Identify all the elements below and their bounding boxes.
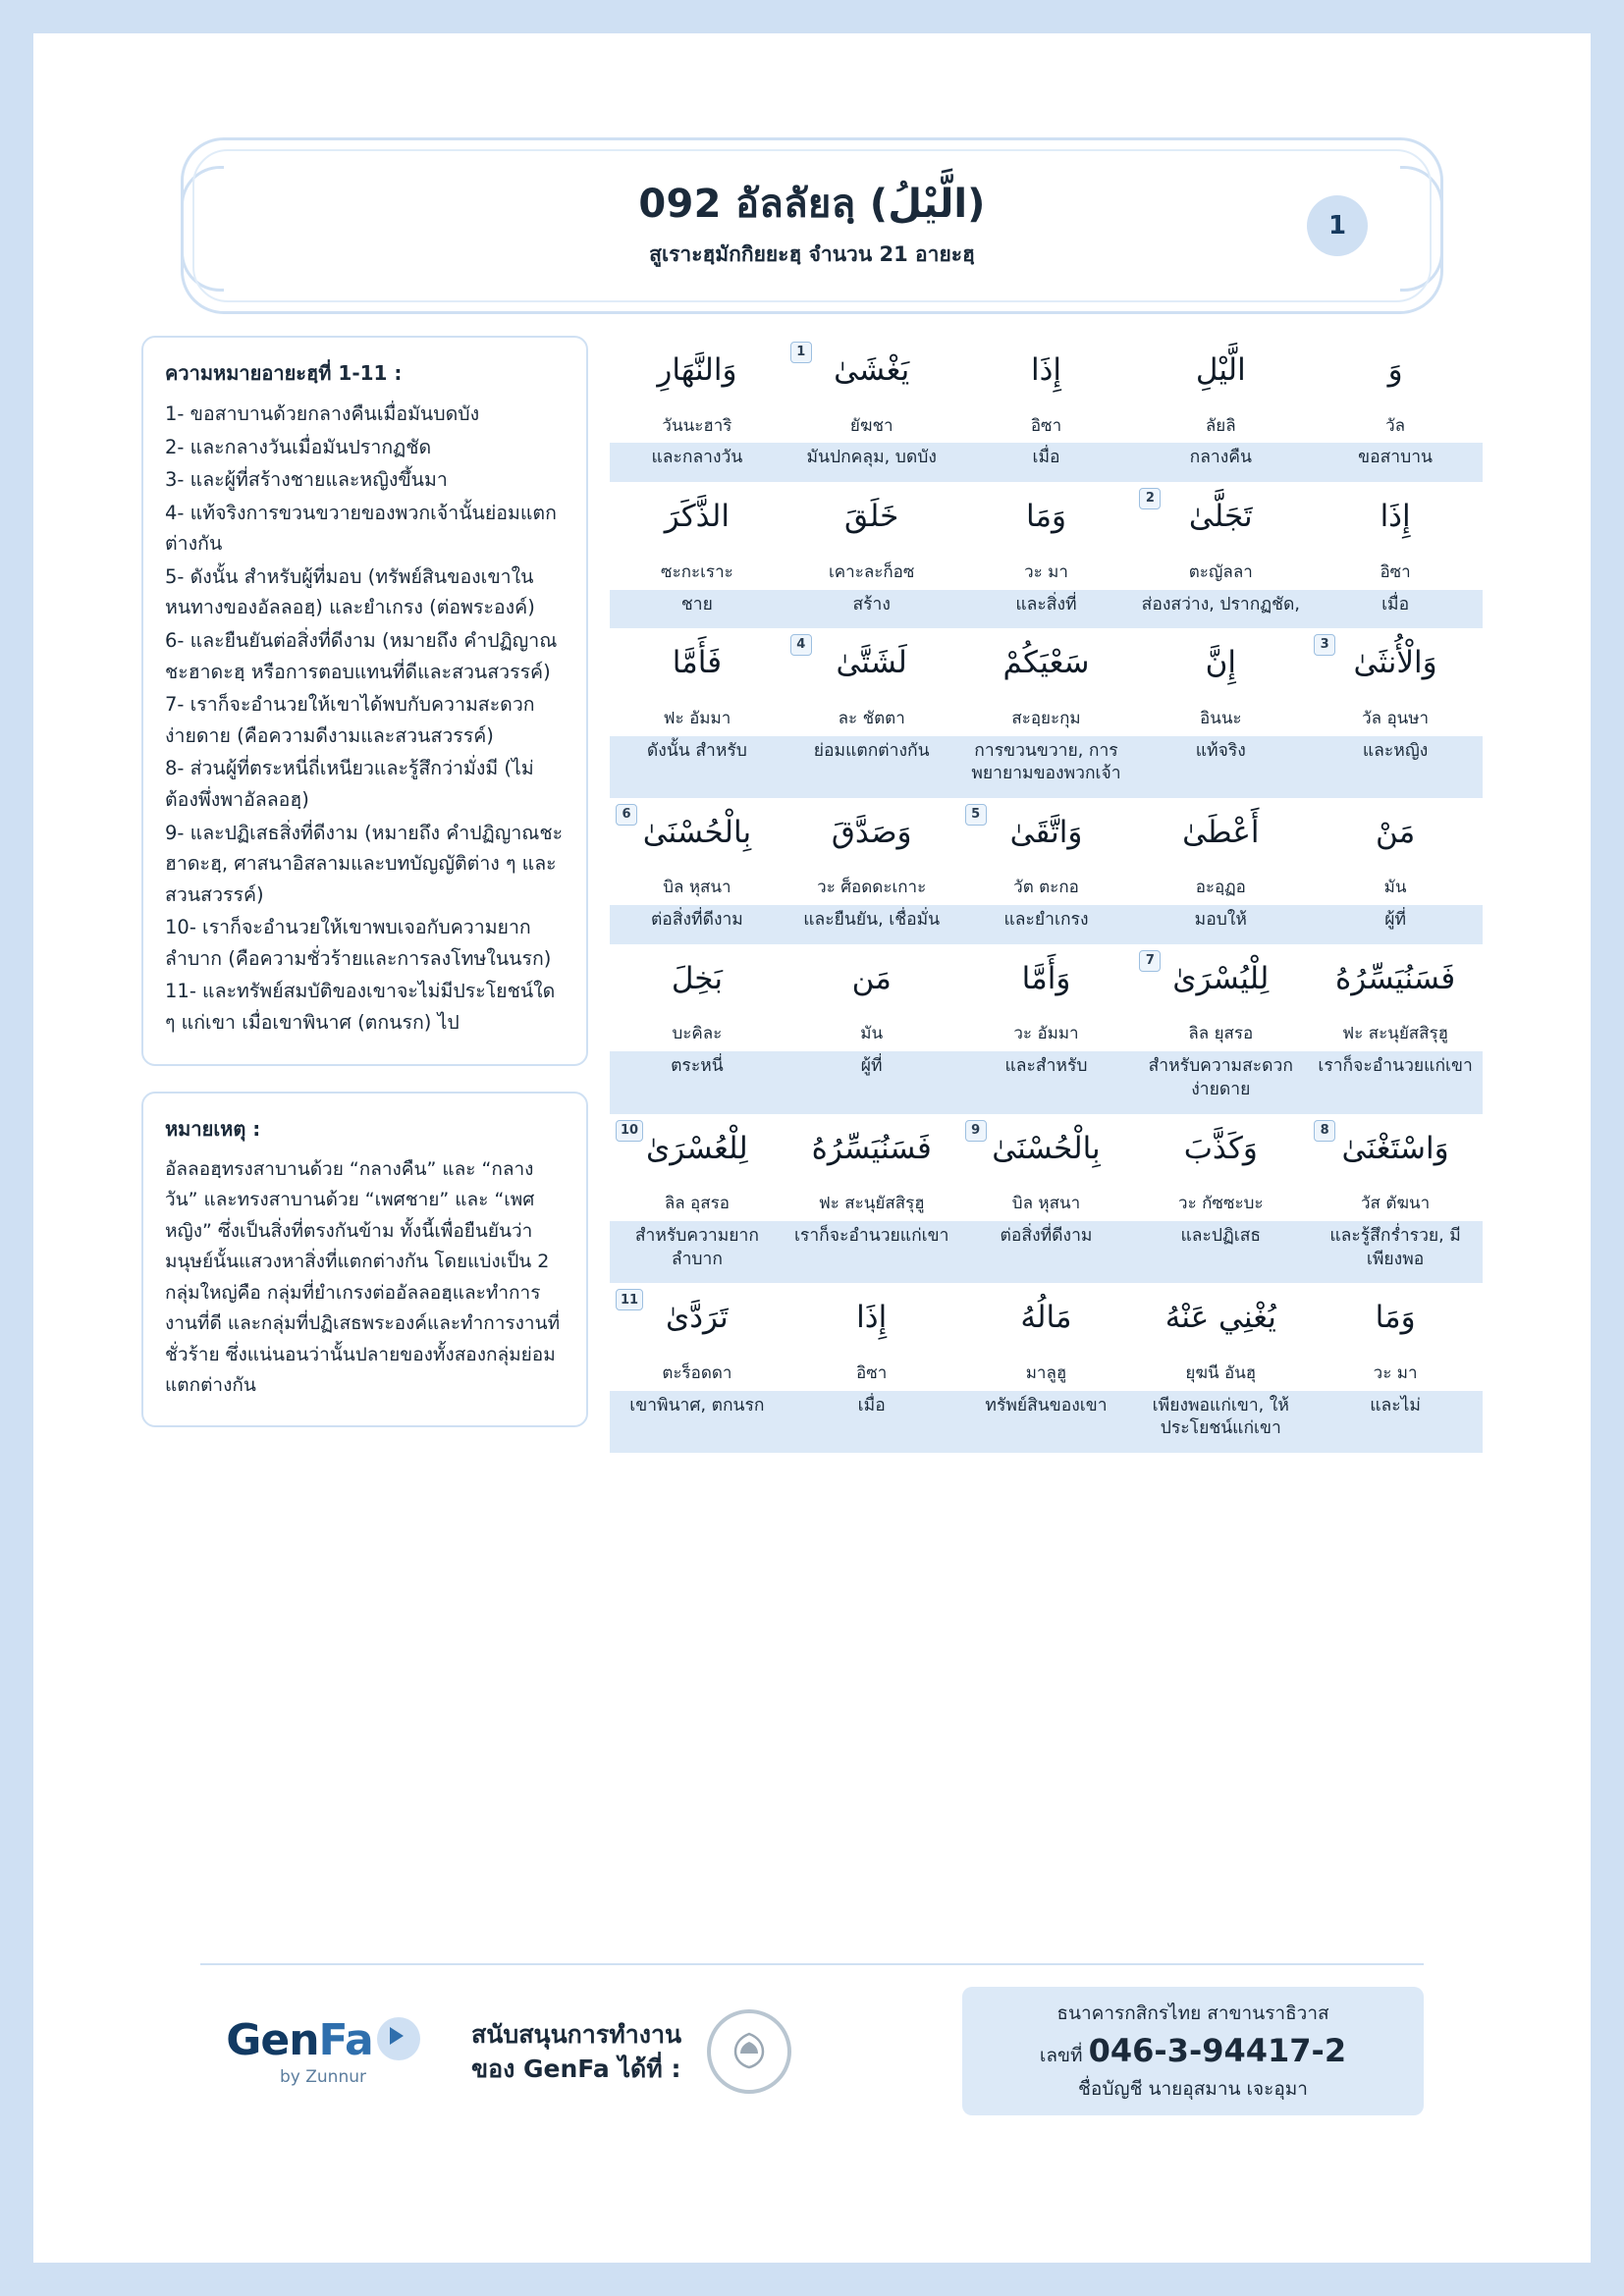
arabic-cell — [785, 482, 959, 552]
note-panel — [141, 1092, 588, 1427]
arabic-word: يَغْشَىٰ — [834, 352, 910, 388]
translit-cell: ยัฆชา — [849, 415, 893, 436]
ayah-block — [610, 944, 1483, 1114]
translit-cell: วะ ศ็อดดะเกาะ — [817, 878, 927, 898]
page-content — [141, 137, 1483, 2159]
ayah-number: 8 — [1314, 1120, 1335, 1142]
translit-cell: ลิล ยุสรอ — [1188, 1024, 1254, 1044]
arabic-cell — [1308, 1283, 1483, 1353]
translit-cell: บิล หุสนา — [663, 878, 731, 898]
meaning-panel — [141, 336, 588, 1066]
list-item: 10- เราก็จะอำนวยให้เขาพบเจอกับความยากลำบาก (คือความชั่วร้ายและการลงโทษในนรก) — [165, 916, 552, 970]
translit-cell: มัน — [860, 1024, 884, 1044]
arabic-word: وَمَا — [1375, 1300, 1416, 1336]
arabic-cell — [610, 1283, 785, 1353]
meaning-cell: ต่อสิ่งที่ดีงาม — [650, 910, 743, 931]
translit-cell: ตะญัลลา — [1188, 561, 1253, 582]
main-body — [141, 336, 1483, 1453]
genfa-logo — [200, 2015, 446, 2087]
arabic-row — [610, 336, 1483, 405]
list-item: 9- และปฏิเสธสิ่งที่ดีงาม (หมายถึง คำปฏิญาณชะฮาดะฮฺ, ศาสนาอิสลามและบทบัญญัติต่าง ๆ และสวนสวรรค์) — [165, 821, 564, 906]
arabic-word: لِلْعُسْرَىٰ — [646, 1130, 748, 1166]
translit-cell: มัน — [1383, 878, 1407, 898]
meaning-cell: ขอสาบาน — [1358, 448, 1434, 468]
arabic-cell — [1133, 1114, 1308, 1184]
arabic-cell — [1133, 944, 1308, 1014]
meaning-row — [610, 736, 1483, 798]
list-item: 11- และทรัพย์สมบัติของเขาจะไม่มีประโยชน์ใด ๆ แก่เขา เมื่อเขาพินาศ (ตกนรก) ไป — [165, 980, 556, 1034]
meaning-cell: เมื่อ — [1381, 594, 1410, 614]
arabic-cell — [1133, 798, 1308, 868]
left-column — [141, 336, 588, 1453]
surah-title-arabic: (الَّيْلُ) — [869, 181, 986, 227]
arabic-cell — [1308, 798, 1483, 868]
list-item: 8- ส่วนผู้ที่ตระหนี่ถี่เหนียวและรู้สึกว่ามั่งมี (ไม่ต้องพึ่งพาอัลลอฮฺ) — [165, 757, 534, 811]
meaning-cell: และปฏิเสธ — [1180, 1226, 1262, 1246]
translit-cell: อิซา — [856, 1362, 888, 1383]
translit-cell: อิซา — [1380, 561, 1411, 582]
meaning-cell: และกลางวัน — [651, 448, 743, 468]
arabic-cell — [1308, 944, 1483, 1014]
arabic-word: بِالْحُسْنَىٰ — [992, 1130, 1101, 1166]
ayah-block — [610, 1283, 1483, 1453]
ayah-block — [610, 482, 1483, 628]
ayah-number: 9 — [965, 1120, 987, 1142]
translit-cell: ลัยลิ — [1205, 415, 1236, 436]
list-item: 2- และกลางวันเมื่อมันปรากฏชัด — [165, 435, 432, 458]
translit-cell: วะ มา — [1373, 1362, 1418, 1383]
support-line-2: ของ GenFa ได้ที่ : — [471, 2054, 681, 2083]
arabic-cell — [785, 628, 959, 698]
logo-gen-text: Gen — [226, 2015, 319, 2065]
translit-cell: ฟะ สะนุยัสสิรุฮู — [818, 1194, 925, 1214]
organization-seal-icon — [707, 2009, 791, 2094]
arabic-cell — [1308, 628, 1483, 698]
arabic-cell — [959, 1283, 1134, 1353]
account-name: ชื่อบัญชี นายอุสมาน เจะอุมา — [1078, 2078, 1308, 2100]
arabic-word: وَ — [1387, 352, 1403, 388]
arabic-cell — [1308, 336, 1483, 405]
meaning-cell: ย่อมแตกต่างกัน — [813, 740, 930, 761]
arabic-cell — [959, 798, 1134, 868]
translit-cell: มาลูฮู — [1025, 1362, 1067, 1383]
page-number-badge: 1 — [1307, 195, 1368, 256]
ayah-block — [610, 798, 1483, 944]
meaning-row — [610, 1051, 1483, 1113]
arabic-word: لَشَتَّىٰ — [836, 645, 907, 681]
meaning-cell: สำหรับความยากลำบาก — [634, 1226, 759, 1269]
arabic-word: تَرَدَّىٰ — [665, 1300, 729, 1336]
note-panel-heading: หมายเหตุ : — [165, 1116, 261, 1141]
translit-cell: ลิล อุสรอ — [664, 1194, 730, 1214]
arabic-word: مَن — [851, 960, 892, 996]
arabic-word: وَالنَّهَارِ — [657, 352, 737, 388]
translit-cell: วันนะฮาริ — [662, 415, 732, 436]
translit-cell: ฟะ สะนุยัสสิรุฮู — [1342, 1024, 1449, 1044]
meaning-list — [165, 399, 565, 1039]
transliteration-row — [610, 1353, 1483, 1391]
meaning-cell: และรู้สึกร่ำรวย, มีเพียงพอ — [1329, 1226, 1461, 1269]
list-item: 5- ดังนั้น สำหรับผู้ที่มอบ (ทรัพย์สินของเขาในหนทางของอัลลอฮฺ) และยำเกรง (ต่อพระองค์) — [165, 564, 535, 619]
transliteration-row — [610, 552, 1483, 590]
translit-cell: บิล หุสนา — [1011, 1194, 1081, 1214]
arabic-cell — [959, 336, 1134, 405]
meaning-cell: เพียงพอแก่เขา, ให้ประโยชน์แก่เขา — [1152, 1395, 1289, 1439]
logo-play-icon — [377, 2017, 420, 2060]
meaning-row — [610, 590, 1483, 629]
translit-cell: วัล อุนษา — [1362, 708, 1430, 728]
arabic-word: وَصَدَّقَ — [831, 814, 912, 850]
ayah-number: 11 — [616, 1289, 643, 1310]
ayah-table — [610, 336, 1483, 1453]
translit-cell: ตะร็อดดา — [662, 1362, 732, 1383]
arabic-row — [610, 1283, 1483, 1353]
translit-cell: ยุฆนี อันฮุ — [1185, 1362, 1257, 1383]
list-item: 6- และยืนยันต่อสิ่งที่ดีงาม (หมายถึง คำปฏิญาณชะฮาดะฮฺ หรือการตอบแทนที่ดีและสวนสวรรค์) — [165, 629, 558, 683]
meaning-cell: มันปกคลุม, บดบัง — [806, 448, 937, 468]
arabic-cell — [1133, 336, 1308, 405]
arabic-word: وَأَمَّا — [1021, 960, 1071, 996]
meaning-row — [610, 443, 1483, 482]
arabic-word: وَاسْتَغْنَىٰ — [1341, 1130, 1449, 1166]
arabic-word: أَعْطَىٰ — [1182, 814, 1260, 850]
arabic-word: إِذَا — [1030, 352, 1061, 388]
ayah-number: 3 — [1314, 634, 1335, 656]
arabic-word: يُغْنِي عَنْهُ — [1164, 1300, 1276, 1336]
arabic-cell — [1133, 628, 1308, 698]
arabic-word: بِالْحُسْنَىٰ — [642, 814, 752, 850]
arabic-word: لِلْيُسْرَىٰ — [1172, 960, 1270, 996]
list-item: 7- เราก็จะอำนวยให้เขาได้พบกับความสะดวกง่ายดาย (คือความดีงามและสวนสวรรค์) — [165, 693, 535, 747]
page-title — [638, 182, 985, 227]
translit-cell: วัส ตัฆนา — [1361, 1194, 1431, 1214]
meaning-cell: การขวนขวาย, การพยายามของพวกเจ้า — [971, 740, 1121, 784]
meaning-cell: ทรัพย์สินของเขา — [985, 1395, 1108, 1415]
meaning-cell: ผู้ที่ — [1384, 910, 1406, 931]
arabic-cell — [785, 944, 959, 1014]
translit-cell: วะ กัซซะบะ — [1178, 1194, 1264, 1214]
transliteration-row — [610, 867, 1483, 905]
translit-cell: อะอฺฏอ — [1195, 878, 1246, 898]
account-number: 046-3-94417-2 — [1088, 2032, 1347, 2069]
translit-cell: อินนะ — [1199, 708, 1242, 728]
meaning-cell: และไม่ — [1370, 1395, 1421, 1415]
list-item: 1- ขอสาบานด้วยกลางคืนเมื่อมันบดบัง — [165, 402, 480, 425]
arabic-row — [610, 628, 1483, 698]
arabic-cell — [610, 628, 785, 698]
bank-details — [962, 1987, 1424, 2115]
meaning-cell: กลางคืน — [1189, 448, 1252, 468]
meaning-cell: ชาย — [680, 594, 713, 614]
list-item: 4- แท้จริงการขวนขวายของพวกเจ้านั้นย่อมแตกต่างกัน — [165, 501, 557, 556]
translit-cell: วะ มา — [1024, 561, 1068, 582]
meaning-row — [610, 1391, 1483, 1453]
arabic-word: وَكَذَّبَ — [1183, 1130, 1258, 1166]
ayah-number: 2 — [1139, 488, 1161, 509]
meaning-cell: ส่องสว่าง, ปรากฏชัด, — [1141, 594, 1300, 614]
arabic-cell — [959, 1114, 1134, 1184]
arabic-cell — [1308, 1114, 1483, 1184]
arabic-cell — [610, 482, 785, 552]
arabic-cell — [1308, 482, 1483, 552]
page-inner-border — [67, 67, 1557, 2229]
ayah-block — [610, 628, 1483, 798]
arabic-cell — [1133, 1283, 1308, 1353]
translit-cell: วะ อัมมา — [1013, 1024, 1079, 1044]
ayah-block — [610, 1114, 1483, 1284]
arabic-row — [610, 482, 1483, 552]
ayah-number: 5 — [965, 804, 987, 826]
meaning-cell: และหญิง — [1362, 740, 1429, 761]
transliteration-row — [610, 1013, 1483, 1051]
transliteration-row — [610, 405, 1483, 444]
arabic-cell — [959, 944, 1134, 1014]
arabic-cell — [959, 628, 1134, 698]
meaning-cell: ต่อสิ่งที่ดีงาม — [1000, 1226, 1093, 1246]
translit-cell: วัล — [1385, 415, 1406, 436]
meaning-cell: มอบให้ — [1194, 910, 1247, 931]
surah-subtitle: สูเราะฮฺมักกิยยะฮฺ จำนวน 21 อายะฮฺ — [649, 241, 975, 266]
arabic-word: وَاتَّقَىٰ — [1009, 814, 1083, 850]
arabic-cell — [1133, 482, 1308, 552]
meaning-cell: แท้จริง — [1195, 740, 1246, 761]
meaning-row — [610, 1221, 1483, 1283]
meaning-cell: สร้าง — [852, 594, 891, 614]
meaning-cell: เมื่อ — [1032, 448, 1060, 468]
arabic-row — [610, 798, 1483, 868]
support-line-1: สนับสนุนการทำงาน — [471, 2019, 682, 2049]
transliteration-row — [610, 1183, 1483, 1221]
translit-cell: สะอฺยะกุม — [1011, 708, 1081, 728]
bank-name: ธนาคารกสิกรไทย สาขานราธิวาส — [1056, 2002, 1329, 2024]
arabic-word: إِنَّ — [1205, 645, 1236, 681]
meaning-cell: ดังนั้น สำหรับ — [646, 740, 747, 761]
meaning-panel-heading: ความหมายอายะฮฺที่ 1-11 : — [165, 361, 403, 385]
arabic-word: سَعْيَكُمْ — [1002, 645, 1090, 681]
logo-subtitle: by Zunnur — [280, 2067, 366, 2087]
arabic-cell — [785, 1114, 959, 1184]
arabic-word: مَنْ — [1375, 814, 1416, 850]
note-panel-body: อัลลอฮฺทรงสาบานด้วย “กลางคืน” และ “กลางวัน” และทรงสาบานด้วย “เพศชาย” และ “เพศหญิง” ซึ่งเป็นสิ่งที่ตรงกันข้าม ทั้งนี้เพื่อยืนยันว่า มนุษย์นั้นแสวงหาสิ่งที่แตกต่างกัน โดยแบ่งเป็น 2 กลุ่มใหญ่คือ กลุ่มที่ยำเกรงต่ออัลลอฮฺและทำการงานที่ดี และกลุ่มที่ปฏิเสธพระองค์และทำการงานที่ชั่วร้าย ซึ่งแน่นอนว่านั้นปลายของทั้งสองกลุ่มย่อมแตกต่างกัน — [165, 1157, 561, 1397]
translit-cell: เคาะละก็อซ — [828, 561, 915, 582]
arabic-word: الذَّكَرَ — [664, 499, 730, 535]
surah-title-thai: 092 อัลลัยลฺ — [638, 181, 856, 227]
ayah-number: 4 — [790, 634, 812, 656]
arabic-word: إِذَا — [856, 1300, 888, 1336]
arabic-word: إِذَا — [1380, 499, 1411, 535]
arabic-word: فَسَنُيَسِّرُهُ — [811, 1130, 932, 1166]
arabic-cell — [959, 482, 1134, 552]
arabic-row — [610, 944, 1483, 1014]
meaning-cell: และยำเกรง — [1003, 910, 1089, 931]
meaning-cell: เขาพินาศ, ตกนรก — [629, 1395, 765, 1415]
translit-cell: ละ ชัตตา — [838, 708, 905, 728]
meaning-row — [610, 905, 1483, 944]
arabic-word: فَسَنُيَسِّرُهُ — [1334, 960, 1456, 996]
ayah-number: 1 — [790, 342, 812, 363]
arabic-cell — [610, 1114, 785, 1184]
arabic-word: وَمَا — [1025, 499, 1066, 535]
arabic-cell — [785, 798, 959, 868]
translit-cell: อิซา — [1030, 415, 1062, 436]
meaning-cell: และยืนยัน, เชื่อมั่น — [803, 910, 941, 931]
support-message — [471, 2017, 681, 2086]
surah-header — [181, 137, 1443, 314]
arabic-word: فَأَمَّا — [672, 645, 723, 681]
ayah-block — [610, 336, 1483, 482]
arabic-word: وَالْأُنثَىٰ — [1353, 645, 1437, 681]
arabic-cell — [610, 336, 785, 405]
meaning-cell: และสำหรับ — [1004, 1056, 1088, 1077]
list-item: 3- และผู้ที่สร้างชายและหญิงขึ้นมา — [165, 468, 448, 492]
arabic-row — [610, 1114, 1483, 1184]
ayah-number: 7 — [1139, 950, 1161, 972]
meaning-cell: สำหรับความสะดวกง่ายดาย — [1148, 1056, 1293, 1099]
arabic-cell — [785, 1283, 959, 1353]
meaning-cell: ตระหนี่ — [671, 1056, 724, 1077]
arabic-cell — [785, 336, 959, 405]
translit-cell: ฟะ อัมมา — [663, 708, 731, 728]
translit-cell: บะคิละ — [672, 1024, 723, 1044]
arabic-word: بَخِلَ — [671, 960, 723, 996]
arabic-word: تَجَلَّىٰ — [1188, 499, 1253, 535]
account-label: เลขที่ — [1039, 2045, 1083, 2066]
ayah-number: 10 — [616, 1120, 643, 1142]
transliteration-row — [610, 698, 1483, 736]
footer — [200, 1963, 1424, 2115]
meaning-cell: เราก็จะอำนวยแก่เขา — [1318, 1056, 1473, 1077]
translit-cell: ซะกะเราะ — [661, 561, 733, 582]
meaning-cell: เราก็จะอำนวยแก่เขา — [793, 1226, 949, 1246]
meaning-cell: และสิ่งที่ — [1015, 594, 1077, 614]
arabic-word: الَّيْلِ — [1195, 352, 1246, 388]
arabic-cell — [610, 944, 785, 1014]
arabic-word: مَالُهُ — [1020, 1300, 1072, 1336]
translit-cell: วัต ตะกอ — [1013, 878, 1079, 898]
arabic-cell — [610, 798, 785, 868]
logo-fa-text: Fa — [318, 2015, 373, 2065]
arabic-word: خَلَقَ — [844, 499, 899, 535]
meaning-cell: เมื่อ — [857, 1395, 886, 1415]
meaning-cell: ผู้ที่ — [860, 1056, 883, 1077]
ayah-number: 6 — [616, 804, 637, 826]
